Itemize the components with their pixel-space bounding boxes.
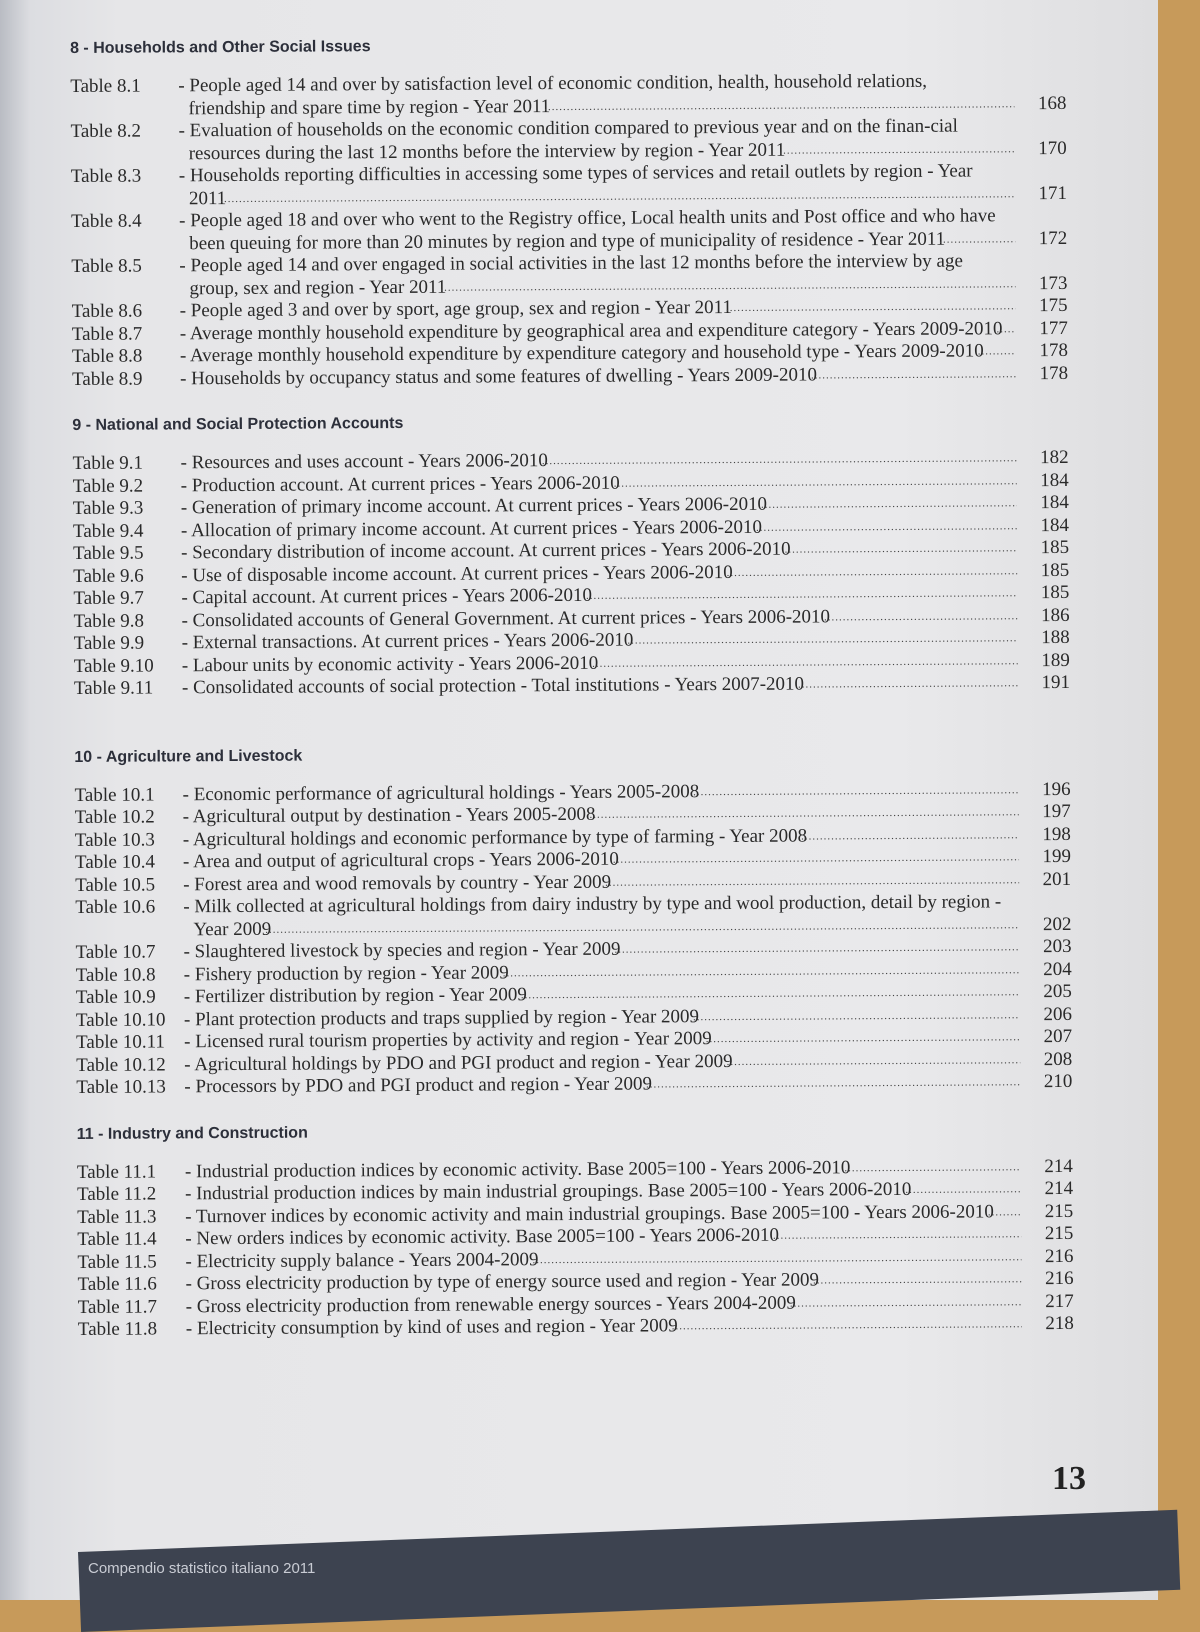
table-title: - Agricultural holdings and economic performance by type of farming - Year 2008 .....	[183, 825, 807, 850]
table-label: Table 9.8	[73, 610, 145, 632]
table-title: - Gross electricity production from renewable energy sources - Years 2004-2009 .....	[186, 1292, 796, 1317]
table-title: - Capital account. At current prices - Years 2006-2010 .....	[181, 585, 592, 609]
table-title: - Production account. At current prices - Years 2006-2010 .....	[181, 472, 620, 496]
table-of-contents	[70, 34, 1078, 1368]
table-title: - People aged 14 and over engaged in social activities in the last 12 months before the interview by age group, sex and region - Year 2011 .....	[179, 251, 963, 299]
page-ref: 188	[1041, 626, 1070, 649]
toc-section	[77, 1119, 1078, 1341]
table-label: Table 9.4	[72, 520, 144, 542]
table-label: Table 10.2	[74, 806, 155, 828]
table-label: Table 9.9	[73, 632, 145, 654]
table-label: Table 8.7	[71, 323, 143, 345]
table-description	[179, 250, 1015, 300]
table-description	[182, 672, 1018, 700]
page-ref: 203	[1042, 935, 1072, 958]
table-title: - Milk collected at agricultural holdings from dairy industry by type and wool production, detail by region - Year 2009 .....	[183, 891, 1001, 939]
toc-entry	[74, 672, 1074, 701]
page-ref: 215	[1044, 1200, 1074, 1222]
table-title: - Secondary distribution of income account. At current prices - Years 2006-2010 .....	[181, 539, 791, 564]
table-title: - Consolidated accounts of social protection - Total institutions - Years 2007-2010 .....	[182, 674, 804, 699]
toc-section	[74, 742, 1076, 1099]
page-ref: 216	[1045, 1267, 1074, 1290]
page-ref: 201	[1042, 868, 1072, 890]
table-title: - Fishery production by region - Year 2009 .....	[184, 962, 509, 985]
page-ref: 185	[1040, 536, 1070, 559]
table-label: Table 10.4	[74, 851, 156, 873]
page-ref: 189	[1041, 649, 1070, 671]
page-ref: 184	[1040, 469, 1069, 491]
table-title: - Industrial production indices by main industrial groupings. Base 2005=100 - Years 2006-2010 .....	[185, 1179, 911, 1204]
table-label: Table 9.1	[72, 452, 144, 474]
table-title: - Electricity supply balance - Years 2004-2009 .....	[185, 1249, 538, 1272]
table-label: Table 11.4	[77, 1228, 157, 1250]
toc-section	[70, 34, 1072, 391]
table-label: Table 9.3	[72, 497, 144, 519]
toc-entry	[78, 1313, 1078, 1342]
table-description	[178, 70, 1014, 120]
table-title: - Economic performance of agricultural holdings - Years 2005-2008 .....	[183, 781, 700, 805]
table-title: - Average monthly household expenditure by geographical area and expenditure category - Years 2009-2010 .....	[180, 318, 1003, 344]
table-label: Table 8.4	[71, 210, 142, 232]
toc-section	[72, 411, 1074, 701]
page-ref: 205	[1043, 980, 1072, 1003]
page-ref: 199	[1042, 845, 1072, 868]
page-ref: 196	[1042, 778, 1071, 800]
table-label: Table 10.6	[75, 896, 156, 918]
table-title: - Processors by PDO and PGI product and region - Year 2009 .....	[184, 1073, 652, 1097]
footer-title: Compendio statistico italiano 2011	[88, 1560, 316, 1577]
page-ref: 185	[1040, 581, 1070, 604]
page-ref: 185	[1040, 559, 1070, 581]
table-title: - Resources and uses account - Years 2006-2010 .....	[181, 450, 548, 473]
table-description	[183, 891, 1019, 941]
table-title: - Turnover indices by economic activity and main industrial groupings. Base 2005=100 - Years 2006-2010 .....	[185, 1201, 994, 1227]
table-title: - Gross electricity production by type of energy source used and region - Year 2009 .....	[186, 1269, 819, 1294]
page-ref: 208	[1043, 1048, 1073, 1070]
table-title: - People aged 3 and over by sport, age group, sex and region - Year 2011 .....	[180, 297, 732, 321]
toc-entry	[75, 891, 1075, 942]
section-title: 11 - Industry and Construction	[76, 1124, 308, 1143]
table-label: Table 10.12	[76, 1053, 166, 1076]
table-title: - Fertilizer distribution by region - Year 2009 .....	[184, 984, 527, 1007]
page-ref: 204	[1043, 958, 1072, 980]
section-title: 8 - Households and Other Social Issues	[70, 38, 371, 57]
table-label: Table 11.6	[77, 1273, 157, 1295]
page-ref: 184	[1040, 491, 1069, 514]
page-number: 13	[1052, 1460, 1086, 1497]
table-label: Table 9.5	[73, 542, 144, 564]
table-label: Table 8.6	[71, 300, 143, 322]
table-title: - People aged 18 and over who went to the Registry office, Local health units and Post office and who have been queuing for more than 20 minutes by region and type of municipality of residence - Year 2011 .....	[179, 205, 996, 253]
table-label: Table 9.11	[73, 677, 154, 699]
table-title: - Area and output of agricultural crops - Years 2006-2010 .....	[183, 849, 619, 873]
table-label: Table 8.8	[71, 345, 143, 367]
table-title: - Agricultural output by destination - Years 2005-2008 .....	[183, 804, 596, 828]
table-label: Table 11.5	[77, 1250, 157, 1273]
table-label: Table 11.1	[76, 1160, 157, 1183]
table-label: Table 9.10	[73, 655, 154, 677]
page-ref: 177	[1039, 317, 1068, 339]
table-title: - Households by occupancy status and some features of dwelling - Years 2009-2010 .....	[180, 364, 817, 389]
table-label: Table 10.9	[75, 986, 156, 1008]
table-label: Table 9.2	[72, 475, 144, 497]
page-ref: 210	[1043, 1070, 1073, 1093]
page-ref: 175	[1039, 294, 1068, 317]
table-label: Table 10.1	[74, 783, 155, 806]
table-title: - Slaughtered livestock by species and region - Year 2009 .....	[184, 939, 621, 963]
table-label: Table 10.5	[75, 873, 156, 896]
page-ref: 197	[1042, 800, 1071, 823]
page-ref: 216	[1044, 1245, 1074, 1267]
page-ref: 215	[1044, 1222, 1074, 1245]
page-ref: 191	[1041, 671, 1071, 694]
page-ref: 173	[1038, 272, 1068, 294]
table-label: Table 10.8	[75, 963, 156, 986]
table-label: Table 10.3	[74, 828, 155, 851]
table-title: - Licensed rural tourism properties by activity and region - Year 2009 .....	[184, 1028, 712, 1052]
table-label: Table 8.9	[72, 368, 143, 390]
table-description	[179, 205, 1015, 255]
table-label: Table 8.3	[70, 165, 142, 187]
section-title: 10 - Agriculture and Livestock	[74, 747, 303, 766]
table-label: Table 11.3	[77, 1205, 157, 1228]
table-description	[180, 363, 1016, 391]
table-label: Table 11.2	[76, 1183, 157, 1205]
page-ref: 184	[1040, 514, 1070, 536]
table-label: Table 10.10	[75, 1008, 166, 1031]
page-ref: 178	[1039, 362, 1069, 384]
page-ref: 218	[1045, 1312, 1074, 1335]
table-description	[178, 115, 1014, 165]
page-ref: 170	[1038, 137, 1067, 159]
page-ref: 214	[1044, 1177, 1074, 1200]
toc-entry	[71, 250, 1071, 301]
page-ref: 178	[1039, 339, 1068, 362]
table-label: Table 11.8	[77, 1318, 158, 1340]
page-ref: 214	[1044, 1155, 1073, 1177]
table-label: Table 11.7	[77, 1295, 158, 1318]
table-description	[184, 1071, 1020, 1099]
table-title: - Average monthly household expenditure by expenditure category and household type - Years 2009-2010 .....	[180, 340, 984, 366]
page-ref: 206	[1043, 1003, 1073, 1025]
page-ref: 198	[1042, 823, 1071, 845]
page-ref: 172	[1038, 227, 1068, 249]
table-label: Table 9.6	[73, 565, 144, 587]
table-label: Table 10.13	[76, 1076, 166, 1098]
toc-entry	[70, 70, 1070, 121]
page-ref: 171	[1038, 182, 1068, 204]
table-label: Table 8.5	[71, 255, 142, 277]
section-title: 9 - National and Social Protection Accounts	[72, 414, 404, 434]
table-label: Table 8.1	[70, 75, 141, 97]
toc-entry	[76, 1071, 1076, 1100]
table-title: - Forest area and wood removals by country - Year 2009 .....	[183, 871, 611, 895]
table-title: - Households reporting difficulties in accessing some types of services and retail outlets by region - Year 2011 .....	[179, 160, 973, 208]
page-ref: 217	[1045, 1290, 1074, 1312]
table-label: Table 10.11	[76, 1031, 165, 1053]
page-ref: 168	[1037, 92, 1067, 114]
table-description	[186, 1313, 1022, 1341]
page-ref: 207	[1043, 1025, 1073, 1048]
toc-entry	[72, 362, 1072, 391]
table-title: - Evaluation of households on the economic condition compared to previous year and on the finan-cial resources during the last 12 months before the interview by region - Year 2011 .....	[178, 116, 957, 164]
toc-entry	[71, 160, 1071, 211]
table-title: - Industrial production indices by economic activity. Base 2005=100 - Years 2006-2010 .....	[185, 1157, 851, 1182]
table-title: - Use of disposable income account. At current prices - Years 2006-2010 .....	[181, 561, 733, 585]
table-label: Table 10.7	[75, 941, 156, 963]
table-title: - Labour units by economic activity - Years 2006-2010 .....	[182, 652, 598, 676]
table-title: - External transactions. At current prices - Years 2006-2010 .....	[182, 630, 634, 654]
table-title: - New orders indices by economic activity. Base 2005=100 - Years 2006-2010 .....	[185, 1225, 779, 1250]
page-ref: 182	[1040, 446, 1069, 469]
toc-entry	[70, 115, 1070, 166]
toc-entry	[71, 205, 1071, 256]
page-ref: 186	[1040, 604, 1070, 626]
table-title: - Agricultural holdings by PDO and PGI product and region - Year 2009 .....	[184, 1050, 732, 1074]
page-ref: 202	[1042, 913, 1072, 935]
table-title: - People aged 14 and over by satisfaction level of economic condition, health, household relations, friendship and spare time by region - Year 2011 .....	[178, 71, 927, 119]
table-title: - Electricity consumption by kind of uses and region - Year 2009 .....	[186, 1315, 678, 1339]
table-description	[179, 160, 1015, 210]
table-label: Table 8.2	[70, 120, 142, 142]
table-title: - Plant protection products and traps supplied by region - Year 2009 .....	[184, 1006, 699, 1030]
table-label: Table 9.7	[73, 587, 144, 609]
table-title: - Generation of primary income account. At current prices - Years 2006-2010 .....	[181, 494, 767, 519]
table-title: - Allocation of primary income account. At current prices - Years 2006-2010 .....	[181, 516, 762, 541]
table-title: - Consolidated accounts of General Government. At current prices - Years 2006-2010 .....	[181, 606, 830, 631]
